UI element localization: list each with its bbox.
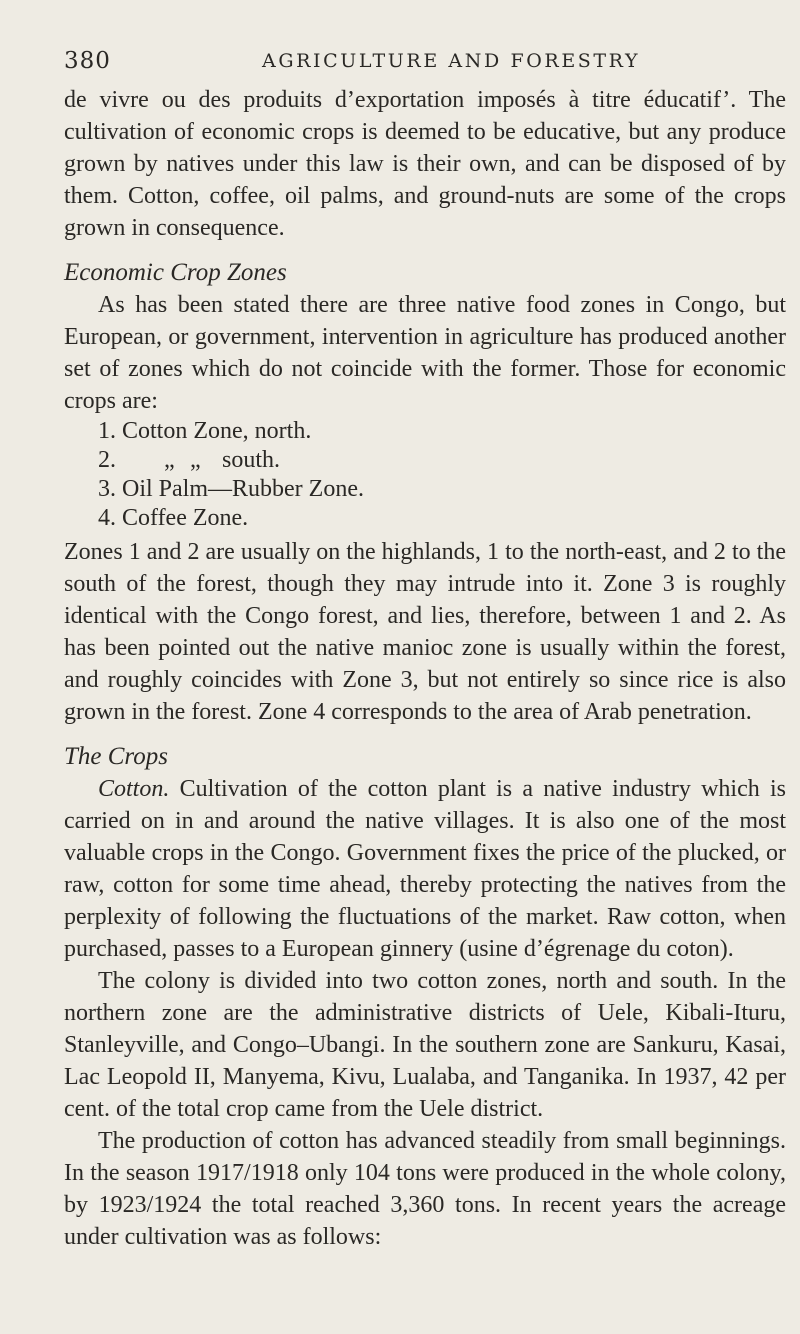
paragraph-lead-cotton: Cotton.	[98, 776, 170, 802]
list-item	[64, 475, 786, 504]
list-item-number: 1.	[98, 418, 116, 444]
section-heading-the-crops: The Crops	[64, 743, 168, 770]
page-number: 380	[64, 48, 111, 74]
paragraph-zones-intro: As has been stated there are three native food zones in Congo, but European, or government, intervention in agriculture has produced another set of zones which do not coincide with the former. Those for economic crops are:	[64, 292, 786, 414]
list-item	[64, 446, 786, 475]
list-item-number: 4.	[98, 505, 116, 531]
paragraph-cotton-text: Cultivation of the cotton plant is a native industry which is carried on in and around the native villages. It is also one of the most valuable crops in the Congo. Government fixes the price of the plucked, or raw, cotton for some time ahead, thereby protecting the natives from the perplexity of following the fluctuations of the market. Raw cotton, when purchased, passes to a European ginnery (usine d’égrenage du coton).	[64, 776, 786, 962]
crop-zone-list	[64, 417, 786, 533]
paragraph-cotton-production: The production of cotton has advanced steadily from small beginnings. In the season 1917/1918 only 104 tons were produced in the whole colony, by 1923/1924 the total reached 3,360 tons. In recent years the acreage under cultivation was as follows:	[64, 1128, 786, 1250]
list-item-number: 2.	[98, 447, 116, 473]
paragraph-zones-description: Zones 1 and 2 are usually on the highlands, 1 to the north-east, and 2 to the south of the forest, though they may intrude into it. Zone 3 is roughly identical with the Congo forest, and lies, therefore, between 1 and 2. As has been pointed out the native manioc zone is usually within the forest, and roughly coincides with Zone 3, but not entirely so since rice is also grown in the forest. Zone 4 corresponds to the area of Arab penetration.	[64, 539, 786, 725]
section-heading-economic-crop-zones: Economic Crop Zones	[64, 259, 287, 286]
paragraph-cotton-zones: The colony is divided into two cotton zones, north and south. In the northern zone are the administrative districts of Uele, Kibali-Ituru, Stanleyville, and Congo–Ubangi. In the southern zone are Sankuru, Kasai, Lac Leopold II, Manyema, Kivu, Lualaba, and Tanganika. In 1937, 42 per cent. of the total crop came from the Uele district.	[64, 968, 786, 1122]
list-item-number: 3.	[98, 476, 116, 502]
list-item-text: south.	[222, 447, 281, 473]
list-item-text: Cotton Zone, north.	[122, 418, 312, 444]
page-header	[64, 48, 744, 82]
list-item-text: Oil Palm—Rubber Zone.	[122, 476, 364, 502]
ditto-mark: „	[164, 447, 175, 473]
body-text	[64, 84, 786, 1253]
paragraph-continuation: de vivre ou des produits d’exportation imposés à titre éducatif’. The cultivation of economic crops is deemed to be educative, but any produce grown by natives under this law is their own, and can be disposed of by them. Cotton, coffee, oil palms, and ground-nuts are some of the crops grown in consequence.	[64, 87, 786, 241]
ditto-mark: „	[190, 447, 201, 473]
list-item	[64, 504, 786, 533]
running-title: AGRICULTURE AND FORESTRY	[262, 50, 641, 72]
list-item	[64, 417, 786, 446]
list-item-text: Coffee Zone.	[122, 505, 249, 531]
paragraph-cotton	[64, 773, 786, 965]
